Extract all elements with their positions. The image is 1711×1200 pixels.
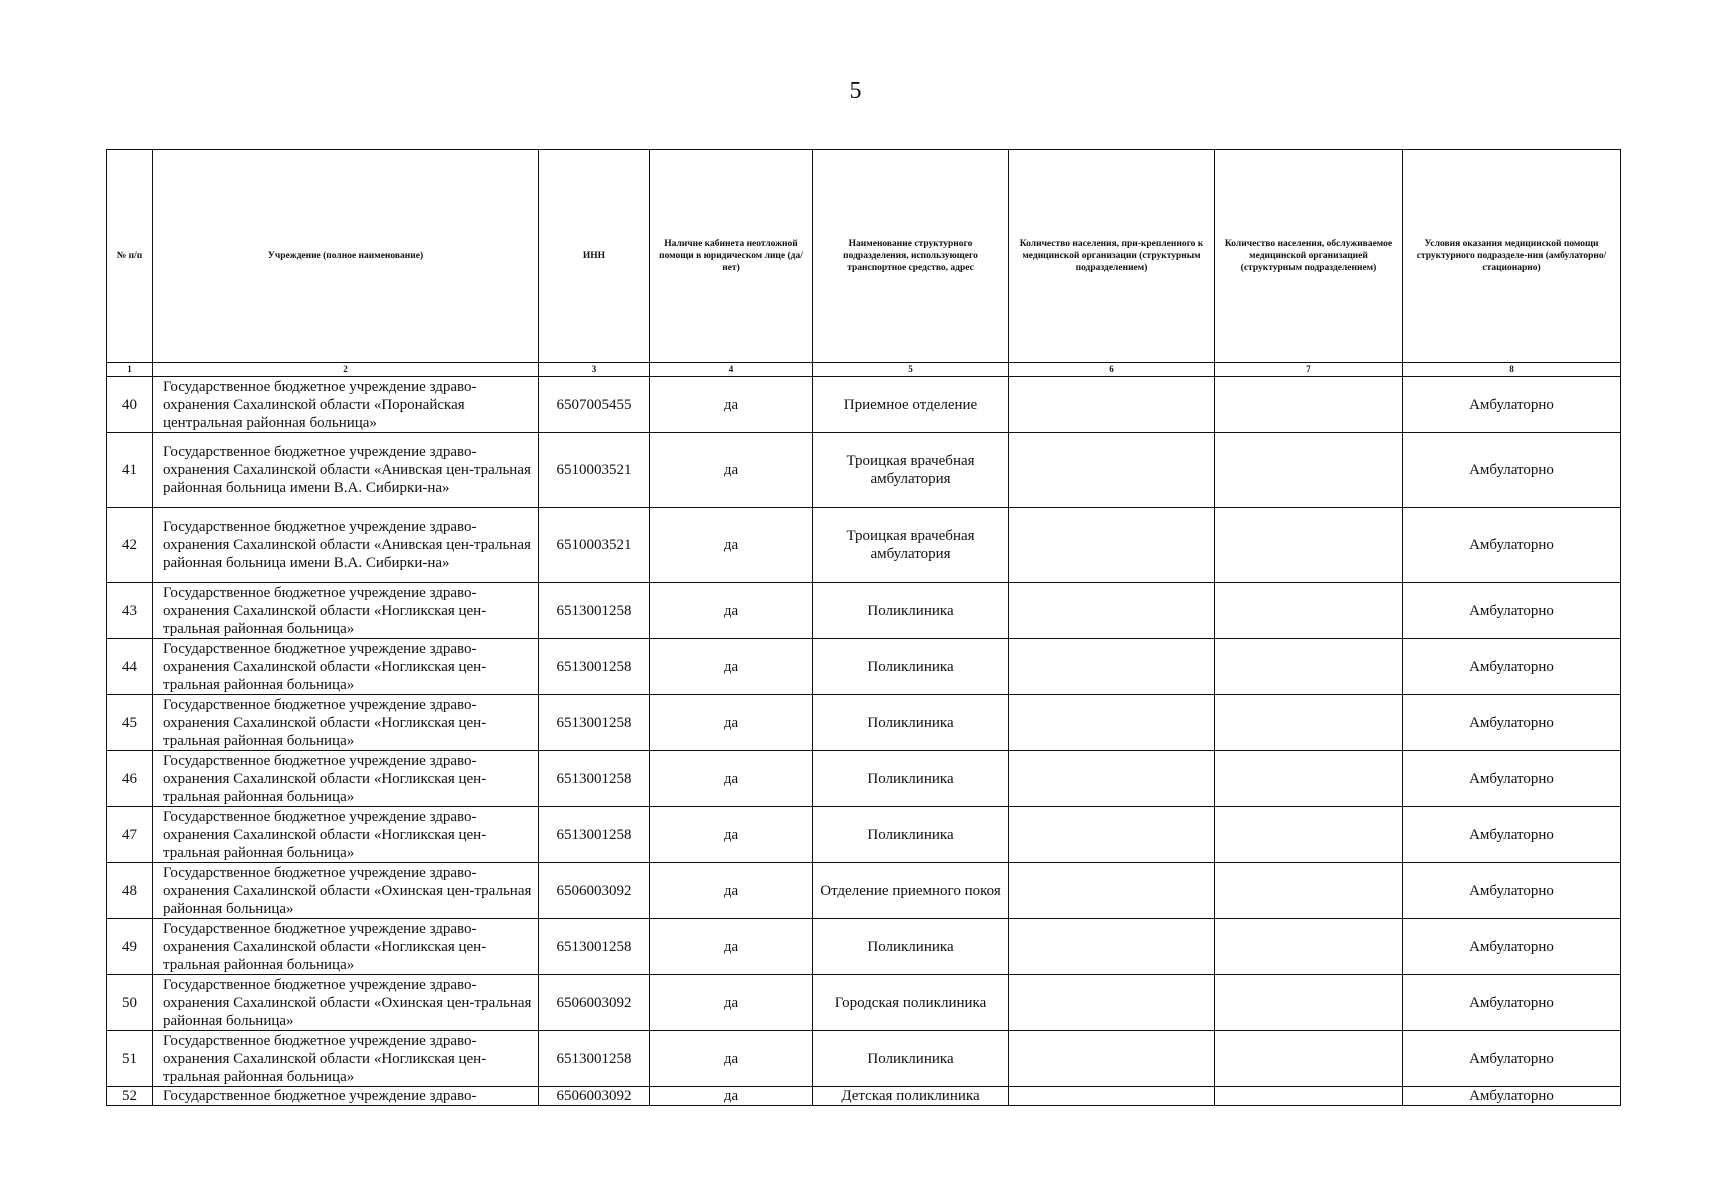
institution-name: Государственное бюджетное учреждение здраво- xyxy=(153,1087,539,1106)
urgent-care: да xyxy=(650,1031,813,1087)
care-conditions: Амбулаторно xyxy=(1403,695,1621,751)
served-population xyxy=(1215,1031,1403,1087)
served-population xyxy=(1215,583,1403,639)
column-number: 7 xyxy=(1215,363,1403,377)
inn: 6510003521 xyxy=(539,433,650,508)
table-row xyxy=(107,919,1621,975)
table-row xyxy=(107,508,1621,583)
urgent-care: да xyxy=(650,639,813,695)
served-population xyxy=(1215,751,1403,807)
column-number: 4 xyxy=(650,363,813,377)
unit-name: Поликлиника xyxy=(813,919,1009,975)
table-row xyxy=(107,583,1621,639)
urgent-care: да xyxy=(650,508,813,583)
urgent-care: да xyxy=(650,377,813,433)
inn: 6513001258 xyxy=(539,583,650,639)
header-unit: Наименование структурного подразделения, использующего транспортное средство, адрес xyxy=(813,150,1009,363)
column-number: 8 xyxy=(1403,363,1621,377)
urgent-care: да xyxy=(650,919,813,975)
unit-name: Отделение приемного покоя xyxy=(813,863,1009,919)
row-number: 44 xyxy=(107,639,153,695)
attached-population xyxy=(1009,377,1215,433)
inn: 6510003521 xyxy=(539,508,650,583)
institution-name: Государственное бюджетное учреждение здраво-охранения Сахалинской области «Анивская цен-тральная районная больница имени В.А. Сибирки-на» xyxy=(153,508,539,583)
institution-name: Государственное бюджетное учреждение здраво-охранения Сахалинской области «Ногликская цен-тральная районная больница» xyxy=(153,639,539,695)
table-row xyxy=(107,807,1621,863)
care-conditions: Амбулаторно xyxy=(1403,433,1621,508)
page-number: 5 xyxy=(849,78,862,104)
unit-name: Поликлиника xyxy=(813,695,1009,751)
row-number: 52 xyxy=(107,1087,153,1106)
urgent-care: да xyxy=(650,751,813,807)
served-population xyxy=(1215,863,1403,919)
row-number: 41 xyxy=(107,433,153,508)
urgent-care: да xyxy=(650,1087,813,1106)
urgent-care: да xyxy=(650,583,813,639)
urgent-care: да xyxy=(650,433,813,508)
served-population xyxy=(1215,377,1403,433)
institution-name: Государственное бюджетное учреждение здраво-охранения Сахалинской области «Ногликская цен-тральная районная больница» xyxy=(153,1031,539,1087)
row-number: 45 xyxy=(107,695,153,751)
attached-population xyxy=(1009,639,1215,695)
attached-population xyxy=(1009,1031,1215,1087)
table-row xyxy=(107,695,1621,751)
row-number: 40 xyxy=(107,377,153,433)
inn: 6513001258 xyxy=(539,695,650,751)
attached-population xyxy=(1009,863,1215,919)
care-conditions: Амбулаторно xyxy=(1403,1087,1621,1106)
header-institution: Учреждение (полное наименование) xyxy=(153,150,539,363)
unit-name: Поликлиника xyxy=(813,807,1009,863)
unit-name: Троицкая врачебная амбулатория xyxy=(813,508,1009,583)
unit-name: Городская поликлиника xyxy=(813,975,1009,1031)
column-number: 5 xyxy=(813,363,1009,377)
served-population xyxy=(1215,639,1403,695)
institution-name: Государственное бюджетное учреждение здраво-охранения Сахалинской области «Поронайская центральная районная больница» xyxy=(153,377,539,433)
table-row xyxy=(107,1031,1621,1087)
attached-population xyxy=(1009,807,1215,863)
served-population xyxy=(1215,695,1403,751)
unit-name: Поликлиника xyxy=(813,583,1009,639)
row-number: 48 xyxy=(107,863,153,919)
table-row xyxy=(107,1087,1621,1106)
institution-name: Государственное бюджетное учреждение здраво-охранения Сахалинской области «Охинская цен-тральная районная больница» xyxy=(153,863,539,919)
header-inn: ИНН xyxy=(539,150,650,363)
table-row xyxy=(107,975,1621,1031)
care-conditions: Амбулаторно xyxy=(1403,807,1621,863)
inn: 6513001258 xyxy=(539,1031,650,1087)
attached-population xyxy=(1009,975,1215,1031)
column-number: 2 xyxy=(153,363,539,377)
institution-name: Государственное бюджетное учреждение здраво-охранения Сахалинской области «Ногликская цен-тральная районная больница» xyxy=(153,695,539,751)
attached-population xyxy=(1009,508,1215,583)
unit-name: Детская поликлиника xyxy=(813,1087,1009,1106)
attached-population xyxy=(1009,919,1215,975)
care-conditions: Амбулаторно xyxy=(1403,975,1621,1031)
institution-name: Государственное бюджетное учреждение здраво-охранения Сахалинской области «Ногликская цен-тральная районная больница» xyxy=(153,583,539,639)
row-number: 42 xyxy=(107,508,153,583)
table-row xyxy=(107,639,1621,695)
unit-name: Поликлиника xyxy=(813,639,1009,695)
row-number: 43 xyxy=(107,583,153,639)
row-number: 51 xyxy=(107,1031,153,1087)
care-conditions: Амбулаторно xyxy=(1403,377,1621,433)
care-conditions: Амбулаторно xyxy=(1403,639,1621,695)
column-number: 3 xyxy=(539,363,650,377)
attached-population xyxy=(1009,583,1215,639)
header-number: № п/п xyxy=(107,150,153,363)
unit-name: Поликлиника xyxy=(813,1031,1009,1087)
inn: 6513001258 xyxy=(539,639,650,695)
care-conditions: Амбулаторно xyxy=(1403,863,1621,919)
row-number: 50 xyxy=(107,975,153,1031)
table-row xyxy=(107,433,1621,508)
urgent-care: да xyxy=(650,975,813,1031)
table-row xyxy=(107,751,1621,807)
served-population xyxy=(1215,433,1403,508)
unit-name: Троицкая врачебная амбулатория xyxy=(813,433,1009,508)
served-population xyxy=(1215,807,1403,863)
institution-name: Государственное бюджетное учреждение здраво-охранения Сахалинской области «Анивская цен-тральная районная больница имени В.А. Сибирки-на» xyxy=(153,433,539,508)
urgent-care: да xyxy=(650,863,813,919)
table-row xyxy=(107,863,1621,919)
attached-population xyxy=(1009,751,1215,807)
header-urgent-care: Наличие кабинета неотложной помощи в юридическом лице (да/нет) xyxy=(650,150,813,363)
column-number: 1 xyxy=(107,363,153,377)
care-conditions: Амбулаторно xyxy=(1403,583,1621,639)
attached-population xyxy=(1009,695,1215,751)
attached-population xyxy=(1009,1087,1215,1106)
served-population xyxy=(1215,508,1403,583)
row-number: 46 xyxy=(107,751,153,807)
institution-name: Государственное бюджетное учреждение здраво-охранения Сахалинской области «Ногликская цен-тральная районная больница» xyxy=(153,807,539,863)
urgent-care: да xyxy=(650,695,813,751)
attached-population xyxy=(1009,433,1215,508)
care-conditions: Амбулаторно xyxy=(1403,508,1621,583)
inn: 6513001258 xyxy=(539,807,650,863)
header-attached-population: Количество населения, при-крепленного к медицинской организации (структурным подразделением) xyxy=(1009,150,1215,363)
unit-name: Поликлиника xyxy=(813,751,1009,807)
served-population xyxy=(1215,975,1403,1031)
institution-name: Государственное бюджетное учреждение здраво-охранения Сахалинской области «Ногликская цен-тральная районная больница» xyxy=(153,919,539,975)
row-number: 47 xyxy=(107,807,153,863)
header-served-population: Количество населения, обслуживаемое медицинской организацией (структурным подразделением) xyxy=(1215,150,1403,363)
inn: 6513001258 xyxy=(539,751,650,807)
urgent-care: да xyxy=(650,807,813,863)
inn: 6507005455 xyxy=(539,377,650,433)
served-population xyxy=(1215,919,1403,975)
inn: 6506003092 xyxy=(539,863,650,919)
inn: 6513001258 xyxy=(539,919,650,975)
care-conditions: Амбулаторно xyxy=(1403,751,1621,807)
inn: 6506003092 xyxy=(539,1087,650,1106)
unit-name: Приемное отделение xyxy=(813,377,1009,433)
table-header-row xyxy=(107,150,1621,363)
institution-name: Государственное бюджетное учреждение здраво-охранения Сахалинской области «Ногликская цен-тральная районная больница» xyxy=(153,751,539,807)
institution-name: Государственное бюджетное учреждение здраво-охранения Сахалинской области «Охинская цен-тральная районная больница» xyxy=(153,975,539,1031)
care-conditions: Амбулаторно xyxy=(1403,1031,1621,1087)
column-number-row xyxy=(107,363,1621,377)
medical-institutions-table xyxy=(106,149,1621,1106)
served-population xyxy=(1215,1087,1403,1106)
row-number: 49 xyxy=(107,919,153,975)
inn: 6506003092 xyxy=(539,975,650,1031)
care-conditions: Амбулаторно xyxy=(1403,919,1621,975)
header-conditions: Условия оказания медицинской помощи структурного подразделе-ния (амбулаторно/ стационарно) xyxy=(1403,150,1621,363)
column-number: 6 xyxy=(1009,363,1215,377)
table-row xyxy=(107,377,1621,433)
